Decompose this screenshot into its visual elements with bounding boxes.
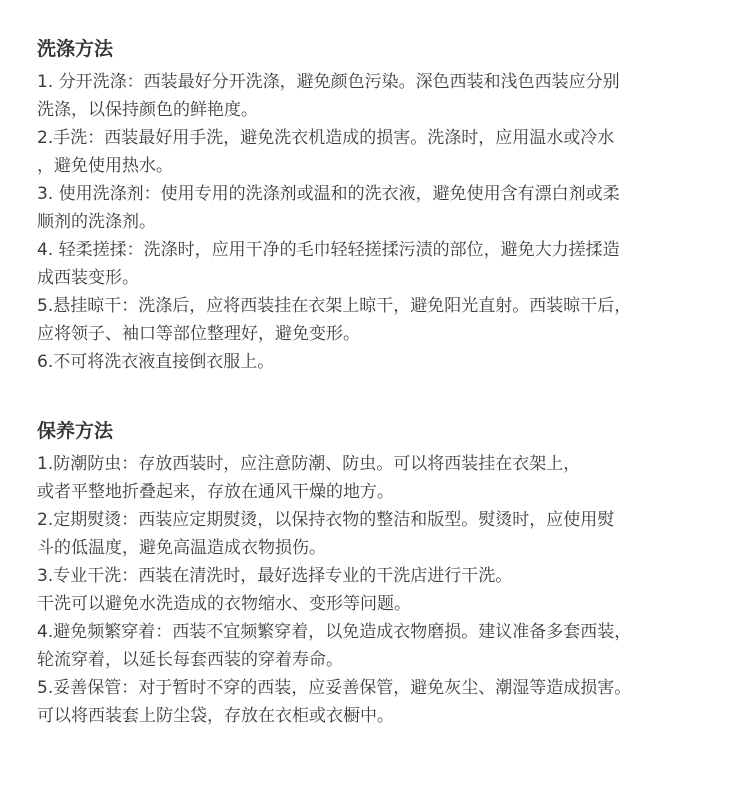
washing-item-2-line-1: 2.手洗：西装最好用手洗，避免洗衣机造成的损害。洗涤时，应用温水或冷水 xyxy=(37,128,615,148)
care-section xyxy=(37,418,720,730)
washing-item-6-line-1: 6.不可将洗衣液直接倒衣服上。 xyxy=(37,352,275,372)
washing-item-3 xyxy=(37,180,720,236)
washing-item-3-line-2: 顺剂的洗涤剂。 xyxy=(37,212,156,232)
washing-item-5-line-1: 5.悬挂晾干：洗涤后，应将西装挂在衣架上晾干，避免阳光直射。西装晾干后， xyxy=(37,296,632,316)
care-item-2-line-1: 2.定期熨烫：西装应定期熨烫，以保持衣物的整洁和版型。熨烫时，应使用熨 xyxy=(37,510,615,530)
washing-item-1-line-2: 洗涤，以保持颜色的鲜艳度。 xyxy=(37,100,258,120)
care-item-5-line-1: 5.妥善保管：对于暂时不穿的西装，应妥善保管，避免灰尘、潮湿等造成损害。 xyxy=(37,678,632,698)
washing-item-1-line-1: 1. 分开洗涤：西装最好分开洗涤，避免颜色污染。深色西装和浅色西装应分别 xyxy=(37,72,620,92)
care-item-5-line-2: 可以将西装套上防尘袋，存放在衣柜或衣橱中。 xyxy=(37,706,394,726)
washing-item-4-line-2: 成西装变形。 xyxy=(37,268,139,288)
washing-item-2-line-2: ，避免使用热水。 xyxy=(37,156,173,176)
washing-section xyxy=(37,36,720,376)
washing-list xyxy=(37,68,720,376)
care-item-3-line-1: 3.专业干洗：西装在清洗时，最好选择专业的干洗店进行干洗。 xyxy=(37,566,513,586)
washing-item-6 xyxy=(37,348,720,376)
washing-item-3-line-1: 3. 使用洗涤剂：使用专用的洗涤剂或温和的洗衣液，避免使用含有漂白剂或柔 xyxy=(37,184,620,204)
washing-item-5 xyxy=(37,292,720,348)
care-item-2-line-2: 斗的低温度，避免高温造成衣物损伤。 xyxy=(37,538,326,558)
care-item-4-line-2: 轮流穿着，以延长每套西装的穿着寿命。 xyxy=(37,650,343,670)
care-item-1 xyxy=(37,450,720,506)
care-item-5 xyxy=(37,674,720,730)
washing-title: 洗涤方法 xyxy=(37,38,114,60)
washing-item-5-line-2: 应将领子、袖口等部位整理好，避免变形。 xyxy=(37,324,360,344)
care-item-2 xyxy=(37,506,720,562)
washing-item-1 xyxy=(37,68,720,124)
care-item-1-line-2: 或者平整地折叠起来，存放在通风干燥的地方。 xyxy=(37,482,394,502)
care-item-3 xyxy=(37,562,720,618)
care-item-1-line-1: 1.防潮防虫：存放西装时，应注意防潮、防虫。可以将西装挂在衣架上， xyxy=(37,454,581,474)
care-title: 保养方法 xyxy=(37,420,114,442)
care-item-4 xyxy=(37,618,720,674)
washing-item-4-line-1: 4. 轻柔搓揉：洗涤时，应用干净的毛巾轻轻搓揉污渍的部位，避免大力搓揉造 xyxy=(37,240,620,260)
care-item-3-line-2: 干洗可以避免水洗造成的衣物缩水、变形等问题。 xyxy=(37,594,411,614)
care-item-4-line-1: 4.避免频繁穿着：西装不宜频繁穿着，以免造成衣物磨损。建议准备多套西装， xyxy=(37,622,632,642)
washing-item-2 xyxy=(37,124,720,180)
washing-item-4 xyxy=(37,236,720,292)
care-list xyxy=(37,450,720,730)
